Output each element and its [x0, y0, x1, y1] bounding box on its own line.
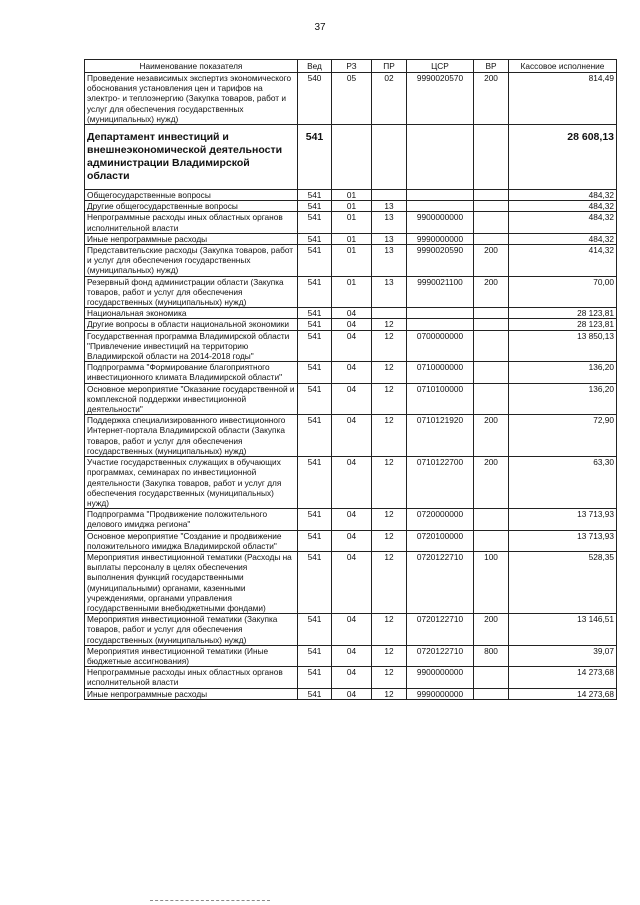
table-row — [85, 667, 617, 688]
cell-name: Непрограммные расходы иных областных органов исполнительной власти — [85, 667, 298, 688]
cell-name: Иные непрограммные расходы — [85, 233, 298, 244]
cell-rz: 04 — [332, 667, 372, 688]
cell-rz: 04 — [332, 688, 372, 699]
cell-sum: 13 713,93 — [509, 530, 617, 551]
cell-rz: 04 — [332, 530, 372, 551]
cell-sum: 28 608,13 — [509, 125, 617, 190]
cell-rz: 04 — [332, 551, 372, 613]
cell-vr — [474, 530, 509, 551]
cell-csr: 0710000000 — [407, 362, 474, 383]
cell-csr: 9990020570 — [407, 73, 474, 125]
cell-pr — [372, 125, 407, 190]
cell-csr — [407, 319, 474, 330]
cell-sum: 414,32 — [509, 245, 617, 277]
cell-rz: 04 — [332, 614, 372, 646]
table-row — [85, 73, 617, 125]
cell-sum: 484,32 — [509, 233, 617, 244]
cell-sum: 63,30 — [509, 457, 617, 509]
cell-pr: 02 — [372, 73, 407, 125]
cell-ved: 541 — [298, 362, 332, 383]
cell-rz — [332, 125, 372, 190]
cell-csr — [407, 125, 474, 190]
cell-rz: 04 — [332, 383, 372, 415]
cell-ved: 541 — [298, 308, 332, 319]
cell-rz: 01 — [332, 201, 372, 212]
cell-name: Государственная программа Владимирской области "Привлечение инвестиций на территорию Владимирской области на 2014-2018 годы" — [85, 330, 298, 362]
cell-sum: 72,90 — [509, 415, 617, 457]
table-row — [85, 383, 617, 415]
cell-vr — [474, 330, 509, 362]
cell-name: Другие вопросы в области национальной экономики — [85, 319, 298, 330]
cell-vr: 200 — [474, 457, 509, 509]
cell-vr — [474, 362, 509, 383]
cell-name: Мероприятия инвестиционной тематики (Иные бюджетные ассигнования) — [85, 645, 298, 666]
cell-pr: 12 — [372, 319, 407, 330]
cell-name: Подпрограмма "Формирование благоприятного инвестиционного климата Владимирской области" — [85, 362, 298, 383]
cell-pr: 13 — [372, 212, 407, 233]
cell-name: Непрограммные расходы иных областных органов исполнительной власти — [85, 212, 298, 233]
cell-ved: 541 — [298, 415, 332, 457]
table-header-row — [85, 60, 617, 73]
cell-vr: 200 — [474, 245, 509, 277]
cell-rz: 01 — [332, 212, 372, 233]
cell-vr — [474, 667, 509, 688]
cell-name: Основное мероприятие "Создание и продвижение положительного имиджа Владимирской области" — [85, 530, 298, 551]
cell-name: Национальная экономика — [85, 308, 298, 319]
cell-rz: 04 — [332, 308, 372, 319]
cell-ved: 541 — [298, 509, 332, 530]
budget-table — [84, 59, 617, 700]
table-row — [85, 319, 617, 330]
table-row — [85, 276, 617, 308]
cell-sum: 28 123,81 — [509, 319, 617, 330]
cell-sum: 14 273,68 — [509, 667, 617, 688]
cell-rz: 01 — [332, 233, 372, 244]
cell-vr — [474, 319, 509, 330]
cell-pr: 12 — [372, 330, 407, 362]
cell-pr: 12 — [372, 415, 407, 457]
cell-sum: 528,35 — [509, 551, 617, 613]
cell-ved: 541 — [298, 125, 332, 190]
table-row — [85, 233, 617, 244]
cell-name: Поддержка специализированного инвестиционного Интернет-портала Владимирской области (Закупка товаров, работ и услуг для обеспечения государственных (муниципальных) нужд) — [85, 415, 298, 457]
cell-csr — [407, 201, 474, 212]
bottom-divider — [150, 900, 270, 901]
cell-ved: 541 — [298, 212, 332, 233]
cell-csr — [407, 190, 474, 201]
cell-csr: 0720100000 — [407, 530, 474, 551]
cell-sum: 39,07 — [509, 645, 617, 666]
table-row — [85, 457, 617, 509]
cell-pr: 13 — [372, 245, 407, 277]
cell-rz: 04 — [332, 645, 372, 666]
table-row — [85, 551, 617, 613]
cell-ved: 541 — [298, 201, 332, 212]
page-number: 37 — [314, 22, 326, 33]
cell-csr: 0720122710 — [407, 614, 474, 646]
cell-sum: 13 713,93 — [509, 509, 617, 530]
cell-name: Представительские расходы (Закупка товаров, работ и услуг для обеспечения государственных (муниципальных) нужд) — [85, 245, 298, 277]
cell-pr: 12 — [372, 530, 407, 551]
table-row — [85, 645, 617, 666]
cell-sum: 814,49 — [509, 73, 617, 125]
table-row — [85, 530, 617, 551]
cell-ved: 541 — [298, 245, 332, 277]
cell-ved: 541 — [298, 319, 332, 330]
cell-csr: 0710121920 — [407, 415, 474, 457]
table-row — [85, 330, 617, 362]
cell-name: Общегосударственные вопросы — [85, 190, 298, 201]
cell-pr: 12 — [372, 688, 407, 699]
cell-csr: 0700000000 — [407, 330, 474, 362]
cell-csr: 9900000000 — [407, 667, 474, 688]
cell-ved: 541 — [298, 551, 332, 613]
cell-csr: 0720122710 — [407, 645, 474, 666]
cell-name: Участие государственных служащих в обучающих программах, семинарах по инвестиционной деятельности (Закупка товаров, работ и услуг для обеспечения государственных (муниципальных) нужд) — [85, 457, 298, 509]
cell-rz: 04 — [332, 509, 372, 530]
cell-pr: 12 — [372, 645, 407, 666]
cell-vr — [474, 212, 509, 233]
table-row — [85, 212, 617, 233]
cell-pr: 13 — [372, 233, 407, 244]
cell-name: Подпрограмма "Продвижение положительного делового имиджа региона" — [85, 509, 298, 530]
column-header-sum: Кассовое исполнение — [509, 60, 617, 73]
cell-ved: 541 — [298, 330, 332, 362]
cell-pr: 12 — [372, 667, 407, 688]
cell-sum: 13 146,51 — [509, 614, 617, 646]
cell-ved: 541 — [298, 530, 332, 551]
cell-rz: 04 — [332, 457, 372, 509]
cell-vr — [474, 688, 509, 699]
cell-sum: 136,20 — [509, 362, 617, 383]
cell-name: Департамент инвестиций и внешнеэкономической деятельности администрации Владимирской области — [85, 125, 298, 190]
column-header-vr: ВР — [474, 60, 509, 73]
table-row — [85, 362, 617, 383]
cell-sum: 13 850,13 — [509, 330, 617, 362]
cell-vr: 100 — [474, 551, 509, 613]
column-header-name: Наименование показателя — [85, 60, 298, 73]
cell-vr — [474, 308, 509, 319]
cell-vr: 800 — [474, 645, 509, 666]
cell-csr: 0720000000 — [407, 509, 474, 530]
cell-rz: 04 — [332, 330, 372, 362]
cell-ved: 541 — [298, 276, 332, 308]
table-row — [85, 190, 617, 201]
cell-sum: 14 273,68 — [509, 688, 617, 699]
cell-rz: 01 — [332, 190, 372, 201]
table-row — [85, 415, 617, 457]
cell-sum: 484,32 — [509, 212, 617, 233]
cell-name: Резервный фонд администрации области (Закупка товаров, работ и услуг для обеспечения государственных (муниципальных) нужд) — [85, 276, 298, 308]
column-header-ved: Вед — [298, 60, 332, 73]
cell-vr — [474, 233, 509, 244]
cell-name: Другие общегосударственные вопросы — [85, 201, 298, 212]
cell-csr: 0710100000 — [407, 383, 474, 415]
cell-csr: 9990021100 — [407, 276, 474, 308]
cell-name: Мероприятия инвестиционной тематики (Расходы на выплаты персоналу в целях обеспечения выполнения функций государственными (муниципальными) органами, казенными учреждениями, органами управления государственными внебюджетными фондами) — [85, 551, 298, 613]
cell-vr: 200 — [474, 276, 509, 308]
cell-pr: 12 — [372, 551, 407, 613]
cell-rz: 01 — [332, 276, 372, 308]
cell-csr — [407, 308, 474, 319]
cell-pr: 13 — [372, 276, 407, 308]
cell-name: Основное мероприятие "Оказание государственной и комплексной поддержки инвестиционной деятельности" — [85, 383, 298, 415]
cell-sum: 28 123,81 — [509, 308, 617, 319]
cell-csr: 0720122710 — [407, 551, 474, 613]
cell-vr: 200 — [474, 415, 509, 457]
cell-rz: 04 — [332, 415, 372, 457]
column-header-pr: ПР — [372, 60, 407, 73]
cell-rz: 05 — [332, 73, 372, 125]
cell-pr: 12 — [372, 614, 407, 646]
cell-rz: 01 — [332, 245, 372, 277]
cell-name: Проведение независимых экспертиз экономического обоснования установления цен и тарифов на электро- и теплоэнергию (Закупка товаров, работ и услуг для обеспечения государственных (муниципальных) нужд) — [85, 73, 298, 125]
cell-csr: 9990000000 — [407, 688, 474, 699]
cell-ved: 541 — [298, 190, 332, 201]
cell-csr: 9990020590 — [407, 245, 474, 277]
cell-vr — [474, 201, 509, 212]
cell-rz: 04 — [332, 319, 372, 330]
table-row — [85, 688, 617, 699]
cell-csr: 0710122700 — [407, 457, 474, 509]
table-row — [85, 308, 617, 319]
cell-ved: 541 — [298, 645, 332, 666]
cell-ved: 541 — [298, 383, 332, 415]
cell-pr: 12 — [372, 383, 407, 415]
cell-name: Мероприятия инвестиционной тематики (Закупка товаров, работ и услуг для обеспечения государственных (муниципальных) нужд) — [85, 614, 298, 646]
column-header-csr: ЦСР — [407, 60, 474, 73]
cell-vr — [474, 509, 509, 530]
cell-ved: 541 — [298, 688, 332, 699]
table-body — [85, 73, 617, 700]
cell-pr — [372, 190, 407, 201]
cell-csr: 9900000000 — [407, 212, 474, 233]
table-row — [85, 245, 617, 277]
cell-ved: 541 — [298, 457, 332, 509]
table-row — [85, 614, 617, 646]
cell-sum: 484,32 — [509, 201, 617, 212]
cell-vr: 200 — [474, 73, 509, 125]
cell-pr: 12 — [372, 362, 407, 383]
cell-ved: 541 — [298, 233, 332, 244]
cell-sum: 70,00 — [509, 276, 617, 308]
cell-ved: 541 — [298, 614, 332, 646]
cell-ved: 541 — [298, 667, 332, 688]
table-row — [85, 509, 617, 530]
cell-pr — [372, 308, 407, 319]
cell-pr: 12 — [372, 509, 407, 530]
table-row — [85, 125, 617, 190]
cell-name: Иные непрограммные расходы — [85, 688, 298, 699]
cell-sum: 136,20 — [509, 383, 617, 415]
cell-sum: 484,32 — [509, 190, 617, 201]
column-header-rz: РЗ — [332, 60, 372, 73]
cell-rz: 04 — [332, 362, 372, 383]
cell-pr: 13 — [372, 201, 407, 212]
cell-vr — [474, 125, 509, 190]
cell-vr — [474, 190, 509, 201]
cell-vr: 200 — [474, 614, 509, 646]
table-row — [85, 201, 617, 212]
cell-csr: 9990000000 — [407, 233, 474, 244]
cell-pr: 12 — [372, 457, 407, 509]
cell-vr — [474, 383, 509, 415]
cell-ved: 540 — [298, 73, 332, 125]
